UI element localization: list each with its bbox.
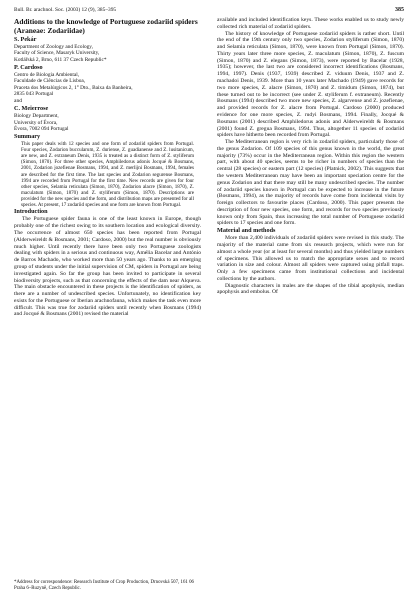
- author-name: S. Pekár: [14, 35, 37, 43]
- methods-heading: Material and methods: [217, 227, 276, 235]
- author-conjunction: and: [14, 97, 23, 104]
- author-affiliation-line: University of Évora,: [14, 119, 58, 126]
- author-affiliation-line: Faculty of Science, Masaryk University,: [14, 50, 100, 57]
- author-affiliation-line: Biology Department,: [14, 112, 59, 119]
- author-name: C. Meierrose: [14, 104, 49, 112]
- author-affiliation-line: Praceta dos Metalúrgicos 2, 1° Dto., Baixa da Banheira,: [14, 84, 133, 91]
- correspondence-footnote: *Address for correspondence: Research Institute of Crop Production, Drnovská 507, 161 06 Praha 6–Ruzyně, Czech Republic.: [14, 579, 194, 591]
- introduction-paragraph: The Mediterranean region is very rich in zodariid spiders, particularly those of the genus Zodarion. Of 109 species of this genus known in the world, the great majority (73%) occur in the Mediterranean region. Within this region the western part, with about 40 species, seems to be richer in numbers of species than the central (28 species) or eastern part (12 species) (Platnick, 2002). This suggests that the western Mediterranean may have been an important speciation centre for the genus Zodarion and that there may still be many undescribed species. The number of zodariid species known in Portugal can be expected to increase in the future (Bosmans, 1994), as the majority of records have come from incidental visits by foreign collectors to favourite places (Cardoso, 2000). This paper presents the description of four new species, one form, and records for two species previously known only from Spain, thus increasing the total number of Portuguese zodariid spiders to 17 species and one form.: [217, 139, 404, 227]
- introduction-paragraph: The history of knowledge of Portuguese zodariid spiders is rather short. Until the end of the 19th century only two species, Zodarion styliferum (Simon, 1870) and Selamia reticulata (Simon, 1870), were known from Portugal (Simon, 1870). Thirty years later three more species, Z. maculatum (Simon, 1870), Z. fuscum (Simon, 1870) and Z. elegans (Simon, 1873), were reported by Bacelar (1928, 1935); however, the last two are considered incorrect identifications (Bosmans, 1994, 1997). Denis (1937, 1939) described Z. viduum Denis, 1937 and Z. machadoi Denis, 1939. More than 10 years later Machado (1949) gave records for two more species, Z. alacre (Simon, 1870) and Z. timidum (Simon, 1874), but these turned out to be incorrect (see under Z. styliferum f. extraneum). Recently Bosmans (1994) described two more new species, Z. algarvense and Z. jozefienae, and provided records for Z. alacre from Portugal. Cardoso (2000) produced evidence for one more species, Z. rudyi Bosmans, 1994. Finally, Jocqué & Bosmans (2001) described Amphiledorus adonis and Alderweireldt & Bosmans (2001) found Z. gregua Bosmans, 1994. Thus, altogether 11 species of zodariid spiders have hitherto been recorded from Portugal.: [217, 30, 404, 139]
- article-title: Additions to the knowledge of Portuguese zodariid spiders (Araneae: Zodariidae): [14, 17, 198, 36]
- introduction-paragraph: The Portuguese spider fauna is one of the least known in Europe, though probably one of the richest owing to its southern location and ecological diversity. The occurrence of almost 650 species has been reported from Portugal (Alderweireldt & Bosmans, 2001; Cardoso, 2000) but the real number is obviously much higher. Until recently there have been only two Portuguese zoologists dealing with spiders in a serious and continuous way, Amélia Bacelar and António de Barros Machado, who worked more than 50 years ago. Thanks to an emerging group of students under the initial supervision of CM, spiders in Portugal are being investigated again. So far the group has been invited to participate in several biodiversity projects, such as that concerning the effects of the dam near Alqueva. The main obstacle encountered in these projects is the identification of spiders, as there are a number of undescribed species. Unfortunately, no identification key exists for the Portuguese or Iberian arachnofauna, which makes the task even more difficult. This was true for zodariid spiders until recently when Bosmans (1994) and Jocqué & Bosmans (2001) revised the material: [14, 216, 201, 318]
- author-affiliation-line: Évora, 7002 094 Portugal: [14, 126, 69, 133]
- page-number: 385: [395, 7, 404, 13]
- author-affiliation-line: Centro de Biologia Ambiental,: [14, 71, 80, 78]
- author-affiliation-line: Faculdade de Ciências de Lisboa,: [14, 78, 86, 85]
- summary-heading: Summary: [14, 132, 41, 140]
- author-affiliation-line: Department of Zoology and Ecology,: [14, 43, 93, 50]
- author-affiliation-line: Kotlářská 2, Brno, 611 37 Czech Republic*: [14, 57, 107, 63]
- summary-text: This paper deals with 12 species and one form of zodariid spiders from Portugal. Four species, Zodarion buccularum, Z. duriense, Z. guadianense and Z. lusitanicum, are new, and Z. extraneum Denis, 1935 is treated as a distinct form of Z. styliferum (Simon, 1870). For three other species, Amphiledorus adonis Jocqué & Bosmans, 2001, Zodarion jozefienae Bosmans, 1994, and Z. merlijni Bosmans, 1994, females are described for the first time. The last species and Zodarion segurense Bosmans, 1994 are recorded from Portugal for the first time. New records are given for four other species, Selamia reticulata (Simon, 1870), Zodarion alacre (Simon, 1870), Z. maculatum (Simon, 1870) and Z. styliferum (Simon, 1870). Descriptions are provided for the new species and the form, and distribution maps are presented for all species. At present, 17 zodariid species and one form are known from Portugal.: [21, 140, 194, 209]
- running-head: [14, 7, 404, 15]
- author-affiliation-line: 2835 043 Portugal: [14, 91, 54, 98]
- journal-citation: Bull. Br. arachnol. Soc. (2003) 12 (9), 385–395: [14, 7, 117, 13]
- left-column: [14, 17, 201, 318]
- methods-paragraph: More than 2,400 individuals of zodariid spiders were revised in this study. The majority of the material came from six research projects, which were run for almost a whole year (or at least for several months) and thus yielded large numbers of specimens. This allowed us to match the appropriate sexes and to record variation in size and colour. Almost all spiders were captured using pitfall traps. Only a few specimens came from institutional collections and incidental collections by the authors.: [217, 235, 404, 282]
- introduction-heading: Introduction: [14, 208, 48, 216]
- author-name: P. Cardoso: [14, 63, 43, 71]
- methods-paragraph: Diagnostic characters in males are the shapes of the tibial apophysis, median apophysis and embolus. Of: [217, 282, 404, 296]
- right-column: [217, 17, 404, 318]
- introduction-paragraph: available and included identification keys. These works enabled us to study newly collected rich material of zodariid spiders.: [217, 17, 404, 30]
